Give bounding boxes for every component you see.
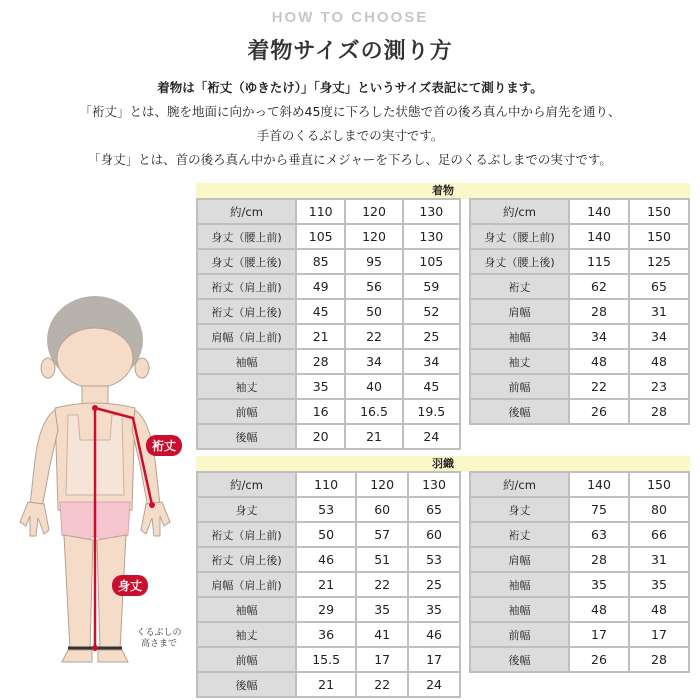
row-label-cell: 後幅 <box>198 425 295 448</box>
measurement-cell: 24 <box>409 673 459 696</box>
table-row <box>198 425 459 448</box>
row-label-cell: 裄丈（肩上前) <box>198 275 295 298</box>
page-title: 着物サイズの測り方 <box>247 39 453 64</box>
haori-table-left <box>196 471 461 698</box>
row-label-cell: 身丈（腰上前) <box>471 225 568 248</box>
row-label-cell: 裄丈 <box>471 275 568 298</box>
measurement-cell: 48 <box>570 598 628 621</box>
intro-line-2: 「裄丈」とは、腕を地面に向かって斜め45度に下ろした状態で首の後ろ真ん中から肩先を通り、 <box>79 104 621 119</box>
table-row <box>471 523 688 546</box>
measurement-cell: 21 <box>297 573 355 596</box>
measurement-cell: 57 <box>357 523 407 546</box>
measurement-cell: 25 <box>409 573 459 596</box>
measurement-cell: 35 <box>297 375 344 398</box>
table-row <box>198 225 459 248</box>
measurement-cell: 22 <box>570 375 628 398</box>
measurement-cell: 17 <box>357 648 407 671</box>
haori-table-right-body <box>471 473 688 671</box>
table-row <box>471 250 688 273</box>
table-row <box>198 275 459 298</box>
measurement-cell: 66 <box>630 523 688 546</box>
table-row <box>471 573 688 596</box>
row-label-cell: 前幅 <box>471 375 568 398</box>
row-label-cell: 肩幅 <box>471 300 568 323</box>
kimono-table-right-body <box>471 200 688 423</box>
table-row <box>198 673 459 696</box>
row-label-cell: 袖丈 <box>198 623 295 646</box>
table-row <box>198 350 459 373</box>
measurement-cell: 22 <box>357 673 407 696</box>
measurement-cell: 105 <box>404 250 459 273</box>
measurement-cell: 25 <box>404 325 459 348</box>
kimono-table-left-body <box>198 200 459 448</box>
measurement-cell: 125 <box>630 250 688 273</box>
table-row <box>471 300 688 323</box>
measurement-cell: 51 <box>357 548 407 571</box>
measurement-cell: 22 <box>357 573 407 596</box>
measurement-cell: 28 <box>297 350 344 373</box>
measurement-cell: 31 <box>630 300 688 323</box>
row-label-cell: 肩幅（肩上前) <box>198 573 295 596</box>
measurement-cell: 140 <box>570 225 628 248</box>
table-row <box>471 275 688 298</box>
table-row <box>198 648 459 671</box>
haori-table-right <box>469 471 690 673</box>
measurement-cell: 28 <box>630 400 688 423</box>
unit-header-cell: 約/cm <box>198 200 295 223</box>
measurement-cell: 35 <box>409 598 459 621</box>
table-row <box>198 598 459 621</box>
measurement-cell: 48 <box>630 350 688 373</box>
measurement-cell: 19.5 <box>404 400 459 423</box>
measurement-cell: 26 <box>570 400 628 423</box>
size-header-cell: 110 <box>297 200 344 223</box>
measurement-cell: 46 <box>297 548 355 571</box>
size-header-cell: 140 <box>570 473 628 496</box>
size-header-row <box>471 473 688 496</box>
measurement-cell: 28 <box>570 300 628 323</box>
measurement-cell: 60 <box>409 523 459 546</box>
mitake-tag: 身丈 <box>112 575 148 596</box>
table-row <box>198 300 459 323</box>
table-row <box>471 325 688 348</box>
row-label-cell: 袖丈 <box>471 350 568 373</box>
measurement-cell: 29 <box>297 598 355 621</box>
measurement-cell: 23 <box>630 375 688 398</box>
measurement-cell: 63 <box>570 523 628 546</box>
measurement-cell: 36 <box>297 623 355 646</box>
ankle-note-line-1: くるぶしの <box>136 628 182 638</box>
row-label-cell: 身丈（腰上前) <box>198 225 295 248</box>
row-label-cell: 袖丈 <box>198 375 295 398</box>
table-row <box>471 375 688 398</box>
kimono-table-right <box>469 198 690 425</box>
table-row <box>471 648 688 671</box>
row-label-cell: 前幅 <box>198 400 295 423</box>
size-header-cell: 150 <box>630 200 688 223</box>
measurement-cell: 48 <box>630 598 688 621</box>
measurement-cell: 21 <box>297 325 344 348</box>
table-row <box>198 250 459 273</box>
measurement-cell: 28 <box>570 548 628 571</box>
measurement-cell: 35 <box>570 573 628 596</box>
measurement-cell: 65 <box>409 498 459 521</box>
measurement-cell: 48 <box>570 350 628 373</box>
table-row <box>198 325 459 348</box>
measurement-cell: 15.5 <box>297 648 355 671</box>
measurement-cell: 62 <box>570 275 628 298</box>
row-label-cell: 身丈 <box>471 498 568 521</box>
size-header-cell: 120 <box>346 200 401 223</box>
measurement-cell: 17 <box>570 623 628 646</box>
table-row <box>471 548 688 571</box>
measurement-cell: 53 <box>297 498 355 521</box>
measurement-cell: 52 <box>404 300 459 323</box>
measurement-cell: 17 <box>630 623 688 646</box>
row-label-cell: 身丈 <box>198 498 295 521</box>
row-label-cell: 肩幅（肩上前) <box>198 325 295 348</box>
measurement-cell: 75 <box>570 498 628 521</box>
table-row <box>198 523 459 546</box>
measurement-cell: 20 <box>297 425 344 448</box>
row-label-cell: 後幅 <box>471 648 568 671</box>
measurement-cell: 28 <box>630 648 688 671</box>
measurement-cell: 34 <box>570 325 628 348</box>
intro-line-4: 「身丈」とは、首の後ろ真ん中から垂直にメジャーを下ろし、足のくるぶしまでの実寸です。 <box>88 152 612 167</box>
measurement-cell: 31 <box>630 548 688 571</box>
measurement-cell: 21 <box>297 673 355 696</box>
row-label-cell: 肩幅 <box>471 548 568 571</box>
size-header-row <box>198 200 459 223</box>
size-header-row <box>198 473 459 496</box>
eyebrow-heading: HOW TO CHOOSE <box>271 9 429 26</box>
table-row <box>471 400 688 423</box>
size-header-cell: 130 <box>404 200 459 223</box>
measurement-cell: 85 <box>297 250 344 273</box>
haori-table-title: 羽織 <box>196 456 690 472</box>
measurement-cell: 65 <box>630 275 688 298</box>
measurement-cell: 56 <box>346 275 401 298</box>
measurement-cell: 46 <box>409 623 459 646</box>
table-row <box>471 350 688 373</box>
measurement-cell: 150 <box>630 225 688 248</box>
measurement-cell: 80 <box>630 498 688 521</box>
row-label-cell: 裄丈（肩上後) <box>198 548 295 571</box>
measurement-cell: 26 <box>570 648 628 671</box>
measurement-cell: 16 <box>297 400 344 423</box>
row-label-cell: 袖幅 <box>471 325 568 348</box>
table-row <box>198 400 459 423</box>
row-label-cell: 袖幅 <box>471 598 568 621</box>
measurement-cell: 50 <box>297 523 355 546</box>
intro-line-3: 手首のくるぶしまでの実寸です。 <box>256 128 444 143</box>
kimono-table-left <box>196 198 461 450</box>
row-label-cell: 袖幅 <box>198 598 295 621</box>
unit-header-cell: 約/cm <box>198 473 295 496</box>
measurement-cell: 16.5 <box>346 400 401 423</box>
size-header-cell: 110 <box>297 473 355 496</box>
measurement-cell: 21 <box>346 425 401 448</box>
size-header-cell: 120 <box>357 473 407 496</box>
row-label-cell: 前幅 <box>198 648 295 671</box>
measurement-cell: 45 <box>404 375 459 398</box>
row-label-cell: 袖幅 <box>198 350 295 373</box>
measurement-cell: 49 <box>297 275 344 298</box>
table-row <box>198 573 459 596</box>
table-row <box>471 598 688 621</box>
row-label-cell: 裄丈（肩上前) <box>198 523 295 546</box>
kimono-table-title: 着物 <box>196 183 690 199</box>
measurement-cell: 120 <box>346 225 401 248</box>
measurement-cell: 95 <box>346 250 401 273</box>
measurement-cell: 34 <box>346 350 401 373</box>
intro-line-1: 着物は「裄丈（ゆきたけ）」「身丈」というサイズ表記にて測ります。 <box>157 80 543 95</box>
table-row <box>198 623 459 646</box>
measurement-cell: 130 <box>404 225 459 248</box>
measurement-cell: 34 <box>630 325 688 348</box>
size-header-row <box>471 200 688 223</box>
ankle-note <box>124 628 194 650</box>
haori-table-left-body <box>198 473 459 696</box>
measurement-cell: 45 <box>297 300 344 323</box>
measurement-cell: 22 <box>346 325 401 348</box>
measurement-cell: 17 <box>409 648 459 671</box>
row-label-cell: 裄丈（肩上後) <box>198 300 295 323</box>
measurement-cell: 105 <box>297 225 344 248</box>
row-label-cell: 袖幅 <box>471 573 568 596</box>
row-label-cell: 後幅 <box>198 673 295 696</box>
table-row <box>471 623 688 646</box>
measurement-cell: 34 <box>404 350 459 373</box>
measurement-cell: 59 <box>404 275 459 298</box>
measurement-cell: 41 <box>357 623 407 646</box>
measurement-cell: 50 <box>346 300 401 323</box>
table-row <box>471 225 688 248</box>
unit-header-cell: 約/cm <box>471 473 568 496</box>
size-header-cell: 130 <box>409 473 459 496</box>
measurement-cell: 115 <box>570 250 628 273</box>
unit-header-cell: 約/cm <box>471 200 568 223</box>
measurement-cell: 60 <box>357 498 407 521</box>
table-row <box>471 498 688 521</box>
size-header-cell: 140 <box>570 200 628 223</box>
measurement-cell: 53 <box>409 548 459 571</box>
ankle-note-line-2: 高さまで <box>140 639 177 649</box>
table-row <box>198 375 459 398</box>
measurement-cell: 40 <box>346 375 401 398</box>
row-label-cell: 後幅 <box>471 400 568 423</box>
child-figure-illustration <box>0 290 200 690</box>
row-label-cell: 裄丈 <box>471 523 568 546</box>
size-header-cell: 150 <box>630 473 688 496</box>
table-row <box>198 548 459 571</box>
row-label-cell: 前幅 <box>471 623 568 646</box>
row-label-cell: 身丈（腰上後) <box>198 250 295 273</box>
measurement-cell: 35 <box>630 573 688 596</box>
row-label-cell: 身丈（腰上後) <box>471 250 568 273</box>
table-row <box>198 498 459 521</box>
yuki-tag: 裄丈 <box>146 435 182 456</box>
measurement-cell: 24 <box>404 425 459 448</box>
measurement-cell: 35 <box>357 598 407 621</box>
